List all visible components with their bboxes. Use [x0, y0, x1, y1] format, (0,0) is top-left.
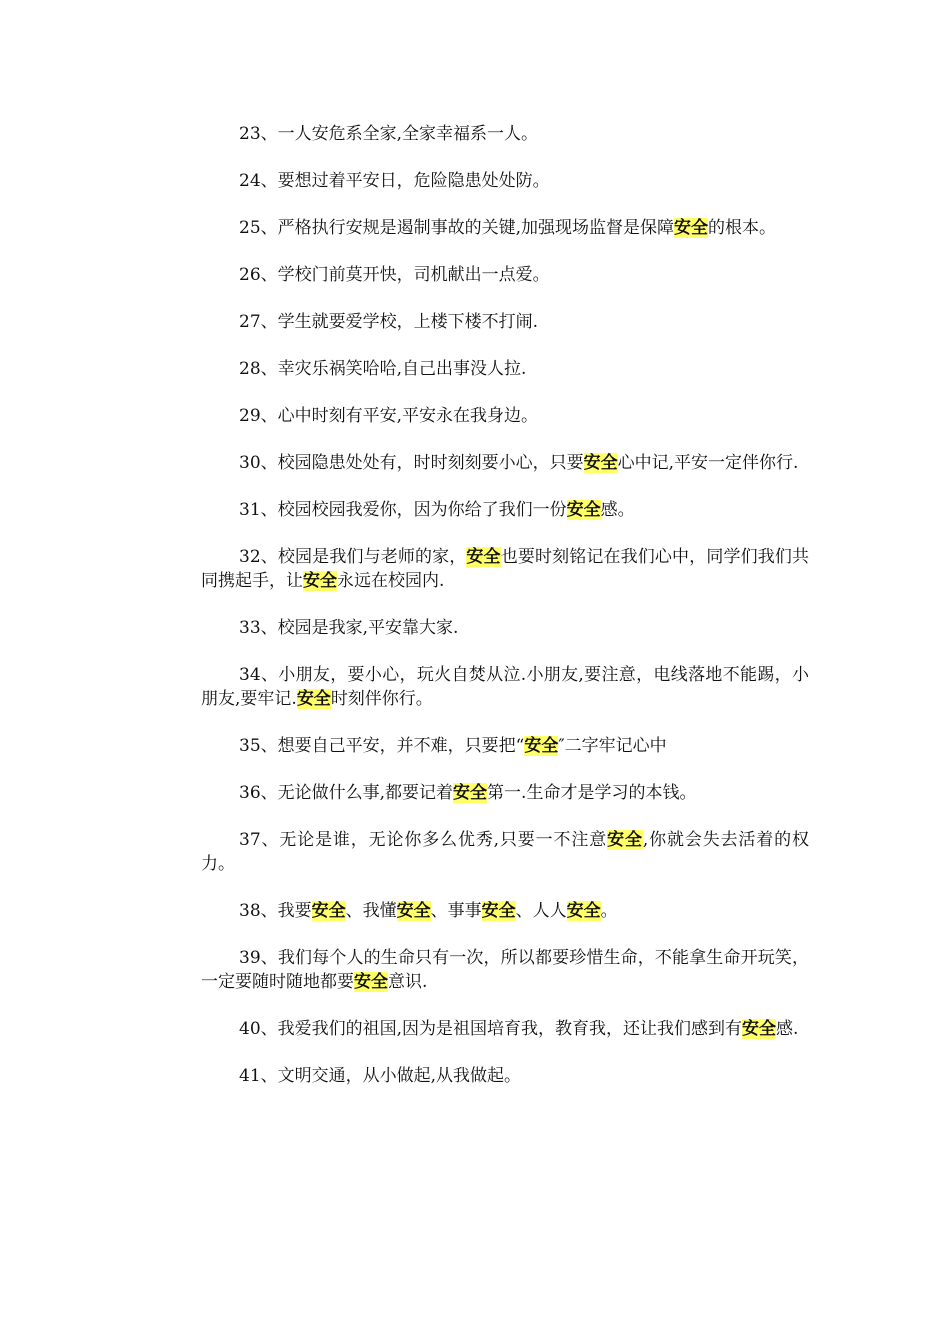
paragraph-text: 感。 — [600, 500, 635, 520]
slogan-paragraph — [201, 899, 809, 923]
highlighted-keyword: 安全 — [524, 736, 559, 756]
highlighted-keyword: 安全 — [354, 972, 388, 992]
highlighted-keyword: 安全 — [607, 830, 643, 850]
paragraph-text: 34、小朋友，要小心，玩火自焚从泣.小朋友,要注意，电线落地不能踢，小朋友,要牢记. — [201, 665, 809, 709]
slogan-paragraph — [201, 663, 809, 711]
slogan-paragraph — [201, 310, 809, 334]
document-body — [201, 122, 809, 1111]
slogan-paragraph — [201, 781, 809, 805]
slogan-paragraph — [201, 404, 809, 428]
highlighted-keyword: 安全 — [566, 500, 601, 520]
paragraph-text: 32、校园是我们与老师的家， — [239, 547, 467, 567]
paragraph-text: 感. — [776, 1019, 799, 1039]
slogan-paragraph — [201, 1017, 809, 1041]
highlighted-keyword: 安全 — [742, 1019, 777, 1039]
highlighted-keyword: 安全 — [303, 571, 337, 591]
paragraph-text: 永远在校园内. — [337, 571, 445, 591]
paragraph-text: 23、一人安危系全家,全家幸福系一人。 — [239, 124, 539, 144]
slogan-paragraph — [201, 169, 809, 193]
paragraph-text: 24、要想过着平安日，危险隐患处处防。 — [239, 171, 550, 191]
highlighted-keyword: 安全 — [466, 547, 501, 567]
highlighted-keyword: 安全 — [453, 783, 488, 803]
paragraph-text: 第一.生命才是学习的本钱。 — [487, 783, 697, 803]
highlighted-keyword: 安全 — [481, 901, 516, 921]
slogan-paragraph — [201, 734, 809, 758]
highlighted-keyword: 安全 — [396, 901, 431, 921]
paragraph-text: 29、心中时刻有平安,平安永在我身边。 — [239, 406, 539, 426]
paragraph-text: 意识. — [388, 972, 428, 992]
paragraph-text: 25、严格执行安规是遏制事故的关键,加强现场监督是保障 — [239, 218, 675, 238]
paragraph-text: 28、幸灾乐祸笑哈哈,自己出事没人拉. — [239, 359, 527, 379]
paragraph-text: 35、想要自己平安，并不难，只要把“ — [239, 736, 525, 756]
slogan-paragraph — [201, 451, 809, 475]
slogan-paragraph — [201, 357, 809, 381]
paragraph-text: 30、校园隐患处处有，时时刻刻要小心，只要 — [239, 453, 584, 473]
paragraph-text: 的根本。 — [708, 218, 777, 238]
paragraph-text: 心中记,平安一定伴你行. — [617, 453, 799, 473]
paragraph-text: 时刻伴你行。 — [330, 689, 433, 709]
highlighted-keyword: 安全 — [566, 901, 601, 921]
paragraph-text: 31、校园校园我爱你，因为你给了我们一份 — [239, 500, 567, 520]
highlighted-keyword: 安全 — [674, 218, 709, 238]
highlighted-keyword: 安全 — [311, 901, 346, 921]
slogan-paragraph — [201, 498, 809, 522]
slogan-paragraph — [201, 122, 809, 146]
paragraph-text: 40、我爱我们的祖国,因为是祖国培育我，教育我，还让我们感到有 — [239, 1019, 743, 1039]
paragraph-text: 、人人 — [515, 901, 567, 921]
paragraph-text: 27、学生就要爱学校，上楼下楼不打闹. — [239, 312, 539, 332]
highlighted-keyword: 安全 — [583, 453, 618, 473]
paragraph-text: 、事事 — [430, 901, 482, 921]
slogan-paragraph — [201, 616, 809, 640]
paragraph-text: 39、我们每个人的生命只有一次，所以都要珍惜生命，不能拿生命开玩笑，一定要随时随地都要 — [201, 948, 809, 992]
paragraph-text: ,你就会失去活着的权力。 — [201, 830, 810, 874]
slogan-paragraph — [201, 828, 809, 876]
slogan-paragraph — [201, 1064, 809, 1088]
highlighted-keyword: 安全 — [296, 689, 331, 709]
paragraph-text: 33、校园是我家,平安靠大家. — [239, 618, 459, 638]
paragraph-text: 36、无论做什么事,都要记着 — [239, 783, 454, 803]
paragraph-text: 26、学校门前莫开快，司机献出一点爱。 — [239, 265, 550, 285]
slogan-paragraph — [201, 946, 809, 994]
paragraph-text: 也要时刻铭记在我们心中，同学们我们共同携起手，让 — [201, 547, 810, 591]
paragraph-text: 37、无论是谁，无论你多么优秀,只要一不注意 — [239, 830, 608, 850]
paragraph-text: 、我懂 — [345, 901, 397, 921]
slogan-paragraph — [201, 216, 809, 240]
slogan-paragraph — [201, 263, 809, 287]
paragraph-text: 38、我要 — [239, 901, 312, 921]
paragraph-text: 。 — [600, 901, 618, 921]
slogan-paragraph — [201, 545, 809, 593]
paragraph-text: 41、文明交通，从小做起,从我做起。 — [239, 1066, 522, 1086]
paragraph-text: ″二字牢记心中 — [558, 736, 667, 756]
